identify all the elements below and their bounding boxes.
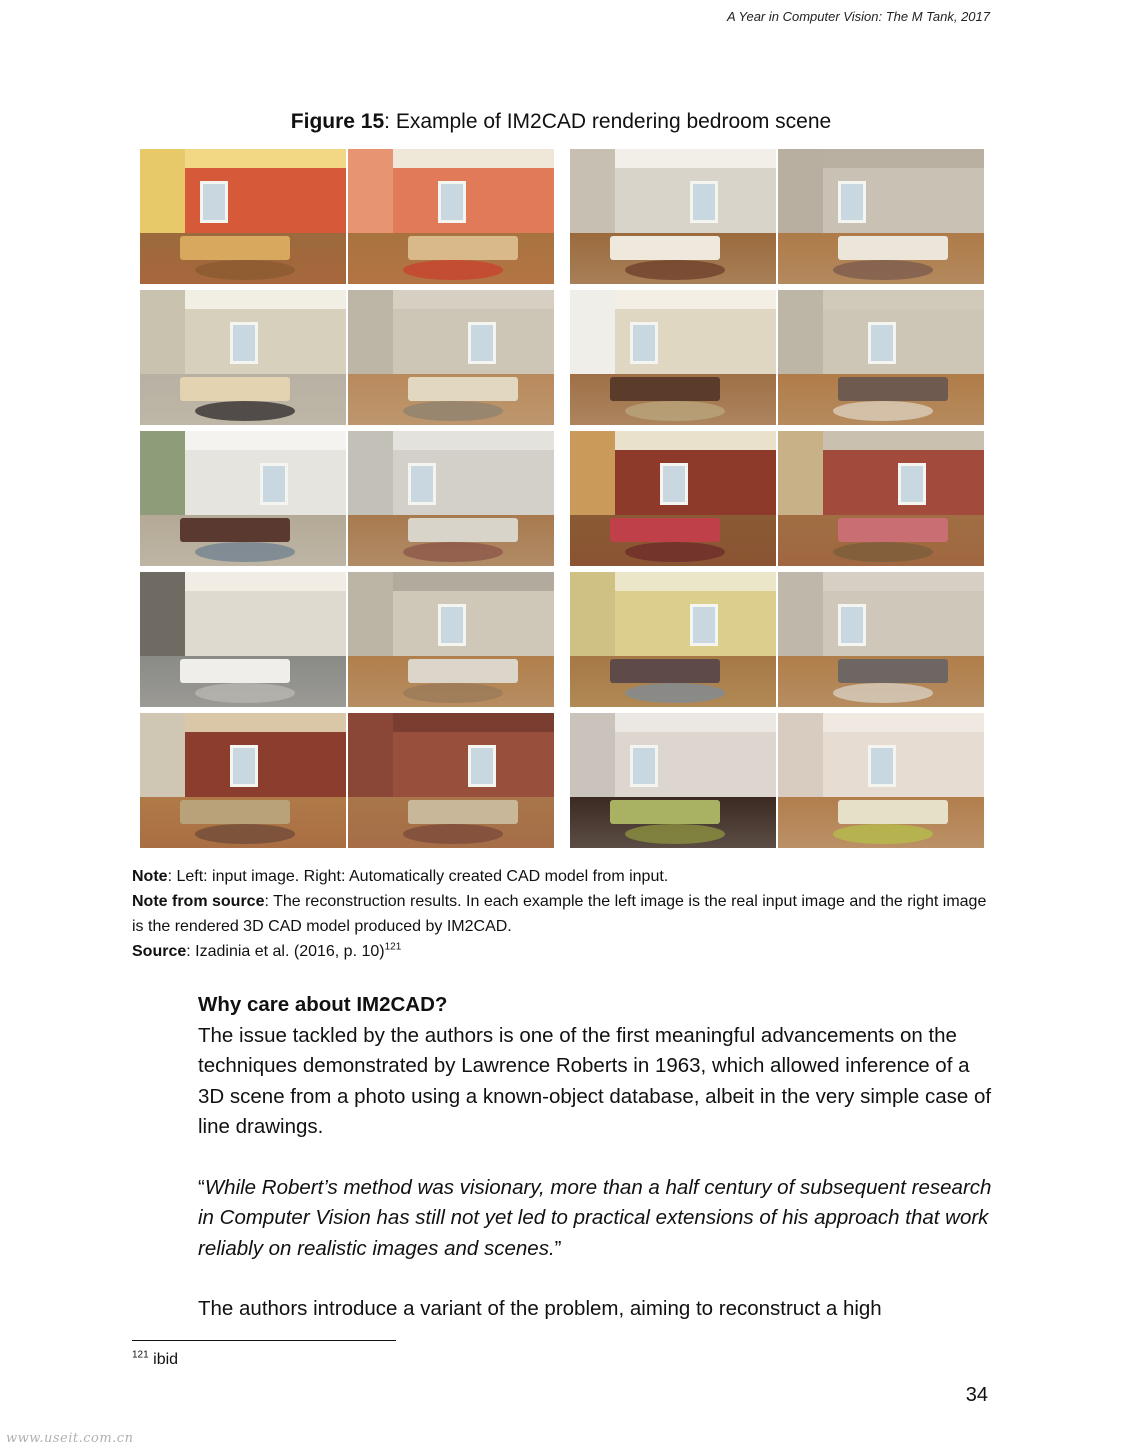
footnote-divider	[132, 1340, 396, 1341]
note-text: : Left: input image. Right: Automatically created CAD model from input.	[167, 868, 669, 885]
input-photo-2-1	[140, 290, 346, 425]
cad-render-5-1	[348, 713, 554, 848]
cad-render-4-2	[778, 572, 984, 707]
page-number: 34	[965, 1384, 988, 1406]
note-label: Note	[132, 868, 168, 885]
footnote-number: 121	[132, 1349, 149, 1361]
source-footnote-ref[interactable]: 121	[384, 941, 402, 953]
note-source-text: : The reconstruction results. In each example the left image is the real input image and the right image is the rendered 3D CAD model produced by IM2CAD.	[132, 893, 987, 935]
cad-render-1-1	[348, 149, 554, 284]
cad-render-2-1	[348, 290, 554, 425]
input-photo-1-2	[570, 149, 776, 284]
cad-render-2-2	[778, 290, 984, 425]
figure-notes	[132, 864, 992, 964]
figure-title	[0, 110, 1122, 134]
note-source-label: Note from source	[132, 893, 265, 910]
input-photo-1-1	[140, 149, 346, 284]
block-quote	[198, 1173, 998, 1265]
source-label: Source	[132, 943, 187, 960]
source-line	[132, 939, 992, 964]
figure-caption: : Example of IM2CAD rendering bedroom scene	[384, 110, 832, 133]
input-photo-4-1	[140, 572, 346, 707]
source-text: : Izadinia et al. (2016, p. 10)	[186, 943, 385, 960]
quote-open-mark: “	[198, 1175, 205, 1199]
cad-render-3-1	[348, 431, 554, 566]
figure-label: Figure 15	[290, 110, 385, 133]
section-heading: Why care about IM2CAD?	[198, 993, 448, 1016]
footnote-text: ibid	[148, 1351, 179, 1368]
body-paragraph-1: The issue tackled by the authors is one of the first meaningful advancements on the techniques demonstrated by Lawrence Roberts in 1963, which allowed inference of a 3D scene from a photo using a known-object database, albeit in the very simple case of line drawings.	[198, 1023, 992, 1138]
section-why-im2cad	[198, 990, 998, 1325]
input-photo-4-2	[570, 572, 776, 707]
input-photo-5-2	[570, 713, 776, 848]
watermark: www.useit.com.cn	[6, 1431, 134, 1446]
cad-render-1-2	[778, 149, 984, 284]
input-photo-5-1	[140, 713, 346, 848]
cad-render-4-1	[348, 572, 554, 707]
quote-close-mark: ”	[554, 1236, 562, 1260]
note-source-line	[132, 889, 992, 939]
body-paragraph-3: The authors introduce a variant of the problem, aiming to reconstruct a high	[198, 1297, 882, 1320]
note-line	[132, 864, 992, 889]
cad-render-3-2	[778, 431, 984, 566]
input-photo-3-1	[140, 431, 346, 566]
quote-text: While Robert’s method was visionary, more than a half century of subsequent research in Computer Vision has still not yet led to practical extensions of his approach that work reliably on realistic images and scenes.	[198, 1175, 992, 1260]
figure-image-grid	[140, 149, 986, 849]
cad-render-5-2	[778, 713, 984, 848]
footnote	[132, 1351, 178, 1369]
input-photo-2-2	[570, 290, 776, 425]
input-photo-3-2	[570, 431, 776, 566]
running-head: A Year in Computer Vision: The M Tank, 2017	[726, 9, 990, 24]
